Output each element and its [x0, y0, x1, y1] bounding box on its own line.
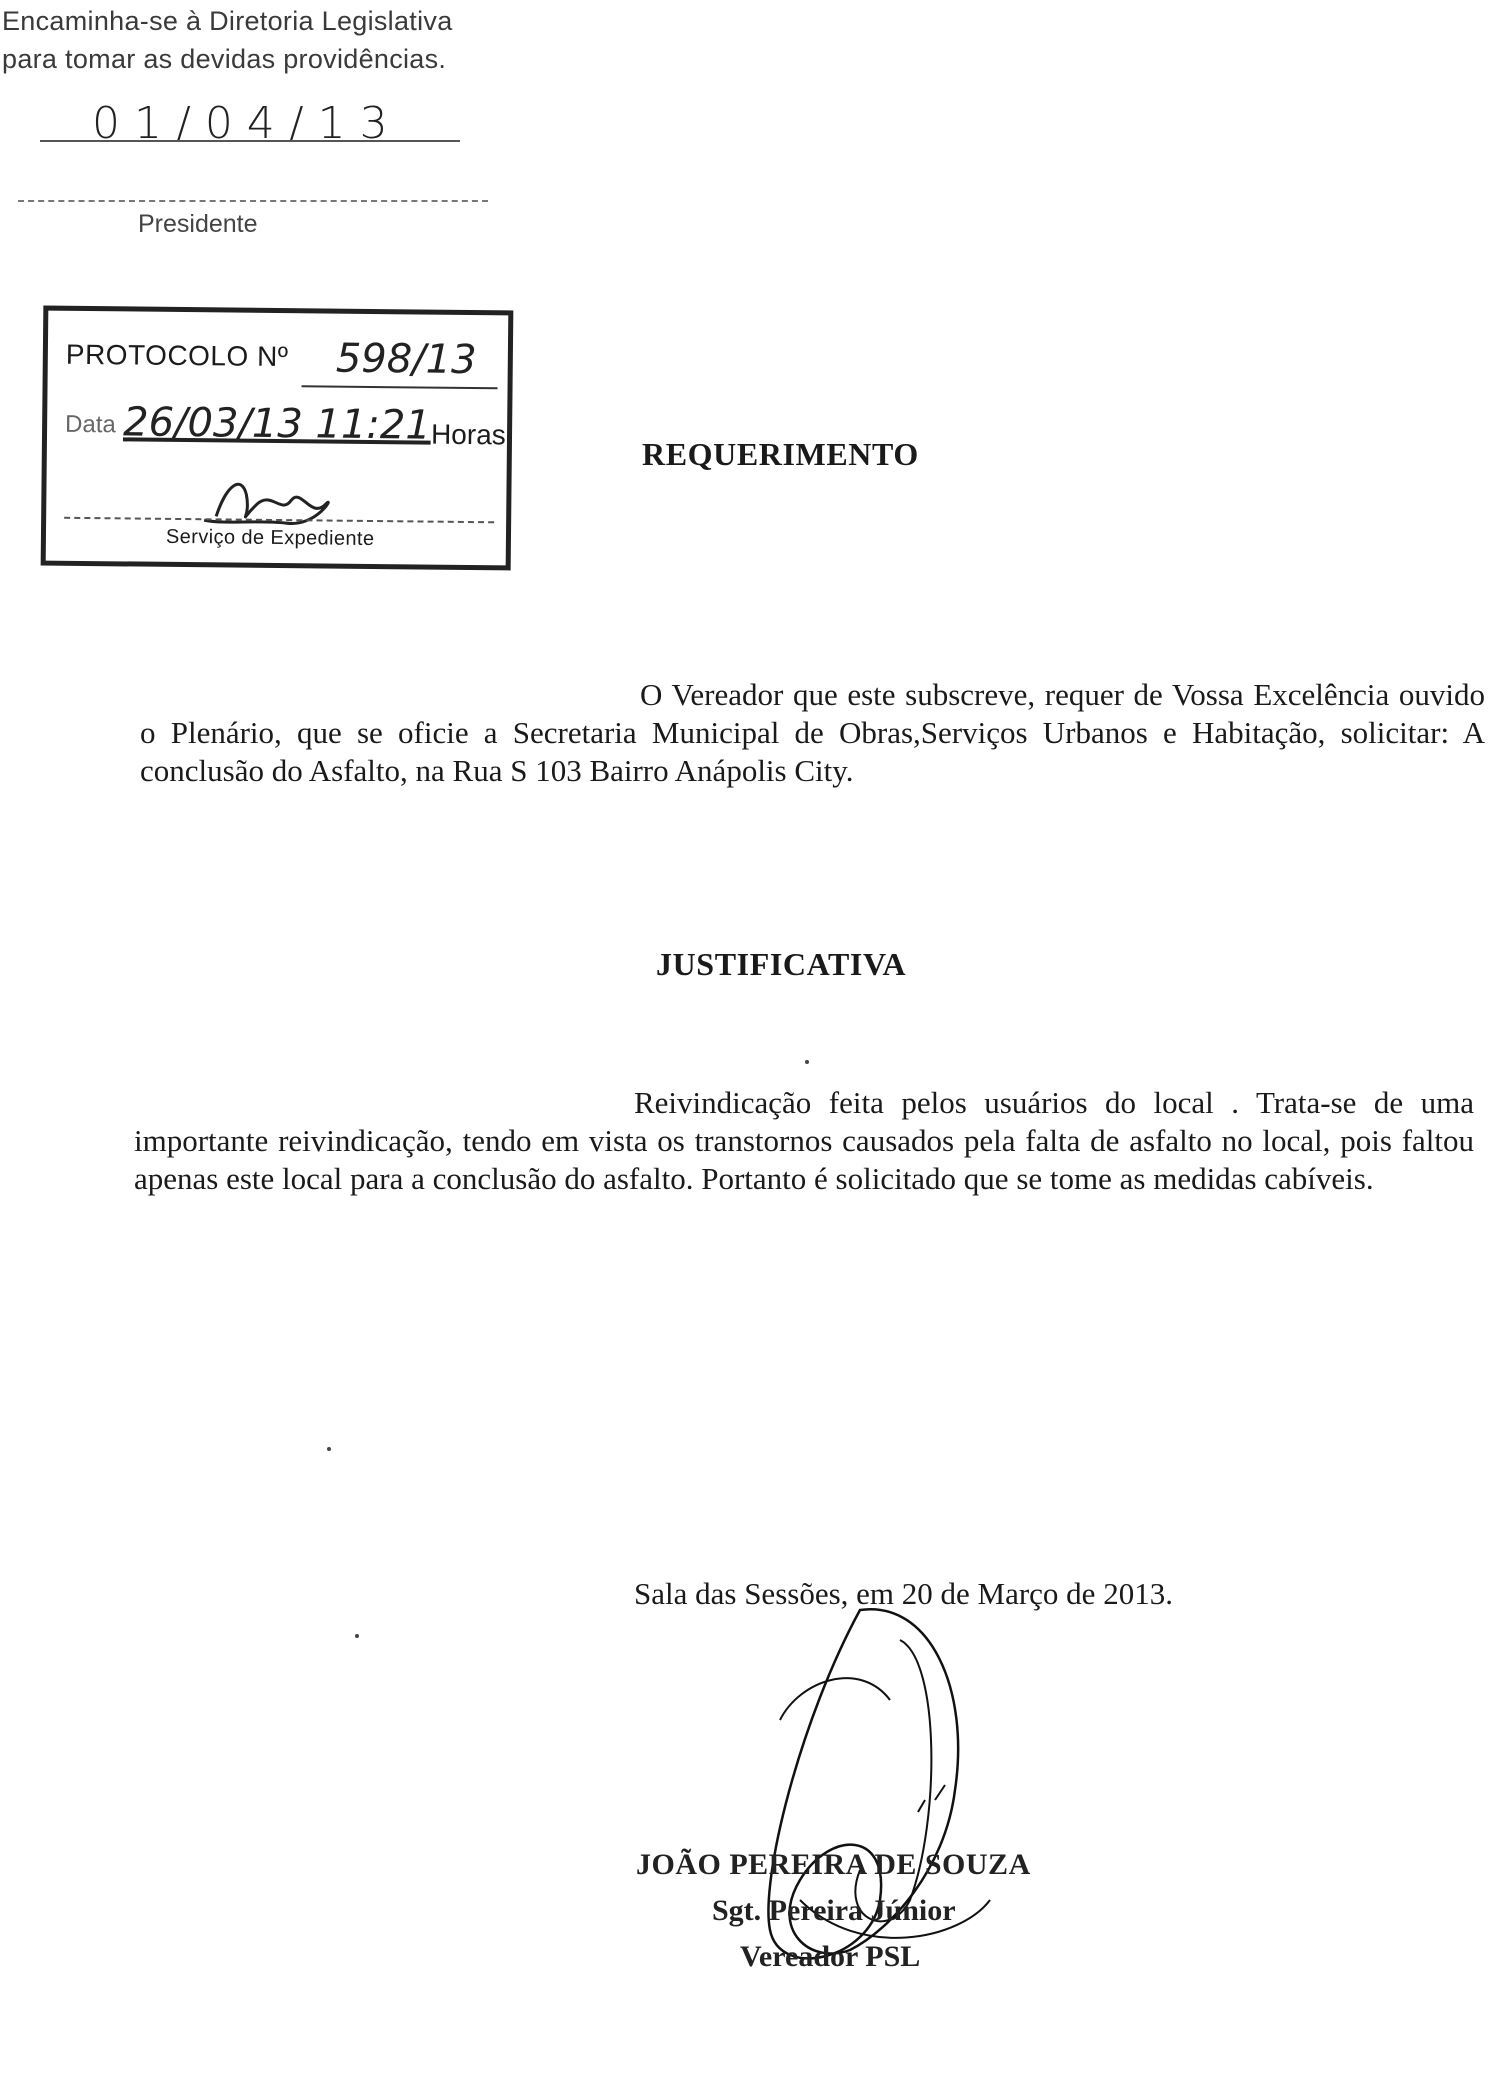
- closing-line: Sala das Sessões, em 20 de Março de 2013.: [634, 1576, 1173, 1611]
- stamp-footer: Serviço de Expediente: [165, 525, 375, 551]
- dispatch-line-2: para tomar as devidas providências.: [2, 44, 447, 74]
- request-paragraph: [140, 676, 1485, 790]
- signer-name: JOÃO PEREIRA DE SOUZA: [636, 1848, 1031, 1881]
- dispatch-role: Presidente: [138, 210, 258, 238]
- justification-paragraph: [134, 1084, 1474, 1198]
- protocol-number: 598/13: [335, 335, 477, 384]
- protocol-date-label: Data: [64, 410, 116, 439]
- request-paragraph-rest: Excelência ouvido o Plenário, que se oficie a Secretaria Municipal de Obras,Serviços Urbanos e Habitação, solicitar: A conclusão do Asfalto, na Rua S 103 Bairro Anápolis City.: [140, 677, 1486, 788]
- request-paragraph-lead: O Vereador que este subscreve, requer de Vossa: [640, 677, 1244, 712]
- signer-alias: Sgt. Pereira Júnior: [712, 1894, 956, 1927]
- protocol-label: PROTOCOLO Nº: [65, 338, 289, 373]
- scan-speck: [327, 1447, 331, 1451]
- signer-role: Vereador PSL: [740, 1940, 921, 1973]
- stamp-signature-icon: [196, 464, 347, 536]
- dispatch-date: 01/04/13: [92, 98, 402, 149]
- justification-paragraph-lead: Reivindicação feita pelos usuários do local . Trata-se: [634, 1085, 1357, 1120]
- scan-speck: [355, 1634, 359, 1638]
- protocol-number-line: [302, 385, 498, 389]
- dispatch-signature-line: [18, 200, 488, 202]
- dispatch-date-underline: [40, 140, 460, 142]
- justification-paragraph-rest: de uma importante reivindicação, tendo em vista os transtornos causados pela falta de asfalto no local, pois faltou apenas este local para a conclusão do asfalto. Portanto é solicitado que se tome as medidas cabíveis.: [134, 1085, 1474, 1196]
- protocol-stamp: [41, 306, 514, 571]
- document-title: REQUERIMENTO: [642, 436, 919, 472]
- protocol-horas-label: Horas: [430, 418, 506, 451]
- protocol-date-value: 26/03/13 11:21: [122, 399, 432, 449]
- scan-speck: [805, 1060, 809, 1064]
- justification-title: JUSTIFICATIVA: [656, 946, 907, 982]
- dispatch-line-1: Encaminha-se à Diretoria Legislativa: [2, 6, 453, 36]
